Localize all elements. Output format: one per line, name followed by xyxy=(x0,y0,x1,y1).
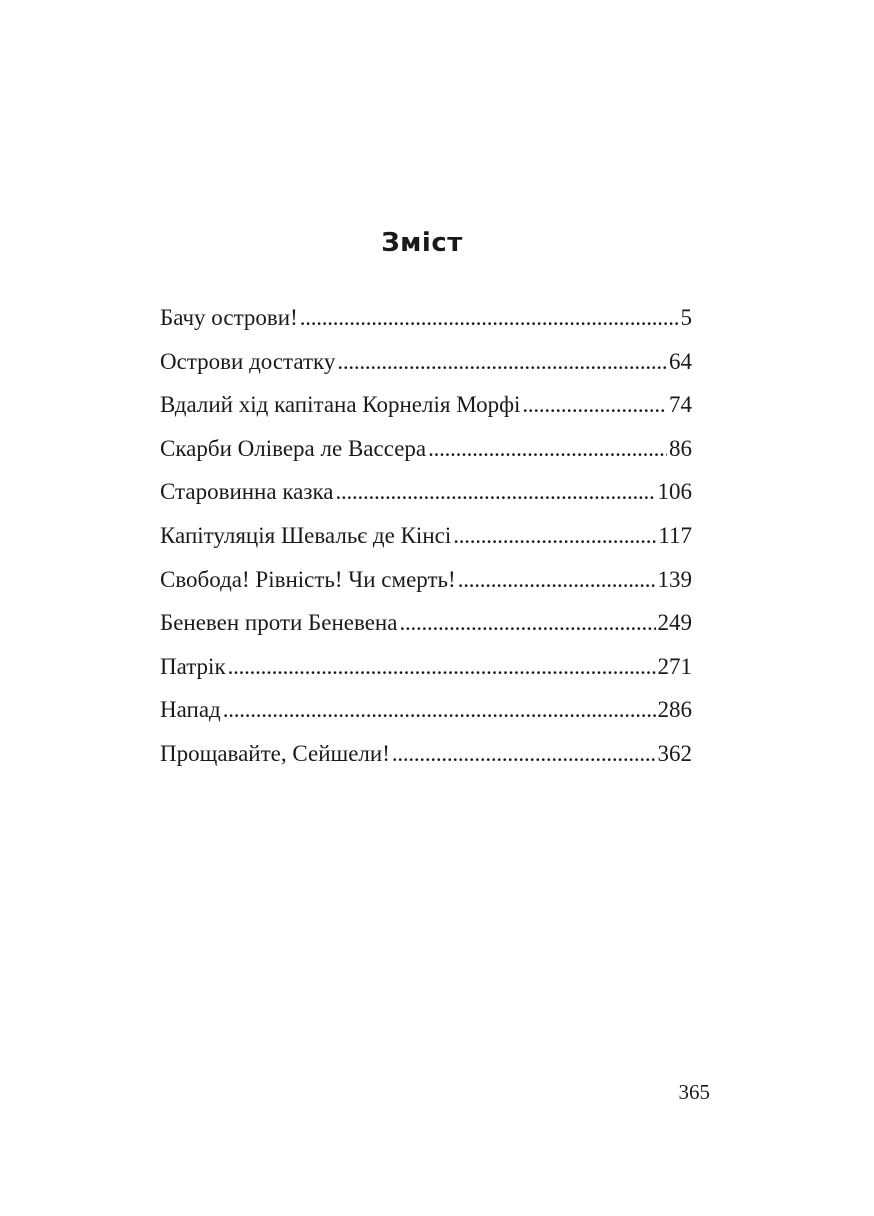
toc-dot-leader xyxy=(399,610,655,636)
toc-entry-page: 249 xyxy=(657,610,692,636)
toc-dot-leader xyxy=(392,741,656,767)
toc-entry-page: 286 xyxy=(657,697,692,723)
toc-entry-title: Острови достатку xyxy=(160,348,336,374)
toc-entry-title: Вдалий хід капітана Корнелія Морфі xyxy=(160,392,521,418)
toc-entry-page: 117 xyxy=(658,522,692,548)
toc-entry[interactable] xyxy=(160,654,692,698)
page-title: Зміст xyxy=(381,228,463,258)
toc-entry-title: Напад xyxy=(160,697,221,723)
toc-entry[interactable] xyxy=(160,349,692,393)
toc-dot-leader xyxy=(453,523,656,549)
toc-entry-title: Прощавайте, Сейшели! xyxy=(160,740,390,766)
toc-dot-leader xyxy=(300,305,679,331)
toc-dot-leader xyxy=(428,436,667,462)
toc-dot-leader xyxy=(458,567,656,593)
toc-entry[interactable] xyxy=(160,567,692,611)
toc-entry[interactable] xyxy=(160,479,692,523)
toc-entry-title: Скарби Олівера ле Вассера xyxy=(160,435,427,461)
toc-entry-page: 139 xyxy=(657,566,692,592)
toc-entry[interactable] xyxy=(160,523,692,567)
toc-entry-page: 271 xyxy=(657,653,692,679)
toc-entry[interactable] xyxy=(160,305,692,349)
page-number: 365 xyxy=(678,1080,710,1104)
table-of-contents xyxy=(160,305,692,785)
toc-entry-title: Патрік xyxy=(160,653,226,679)
toc-entry[interactable] xyxy=(160,697,692,741)
toc-entry[interactable] xyxy=(160,392,692,436)
toc-entry-page: 362 xyxy=(657,740,692,766)
toc-dot-leader xyxy=(228,654,656,680)
toc-entry-page: 64 xyxy=(669,348,692,374)
toc-dot-leader xyxy=(335,479,655,505)
toc-entry-page: 86 xyxy=(669,435,692,461)
toc-entry[interactable] xyxy=(160,610,692,654)
toc-entry-title: Старовинна казка xyxy=(160,479,334,505)
toc-entry-title: Капітуляція Шевальє де Кінсі xyxy=(160,522,452,548)
toc-entry-title: Свобода! Рівність! Чи смерть! xyxy=(160,566,456,592)
toc-entry-title: Беневен проти Беневена xyxy=(160,610,398,636)
toc-entry[interactable] xyxy=(160,436,692,480)
toc-entry-page: 106 xyxy=(657,479,692,505)
toc-entry-page: 74 xyxy=(669,392,692,418)
toc-dot-leader xyxy=(223,697,656,723)
toc-entry-page: 5 xyxy=(680,305,692,330)
toc-dot-leader xyxy=(522,392,667,418)
toc-entry-title: Бачу острови! xyxy=(160,305,298,330)
toc-entry[interactable] xyxy=(160,741,692,785)
toc-dot-leader xyxy=(337,349,667,375)
